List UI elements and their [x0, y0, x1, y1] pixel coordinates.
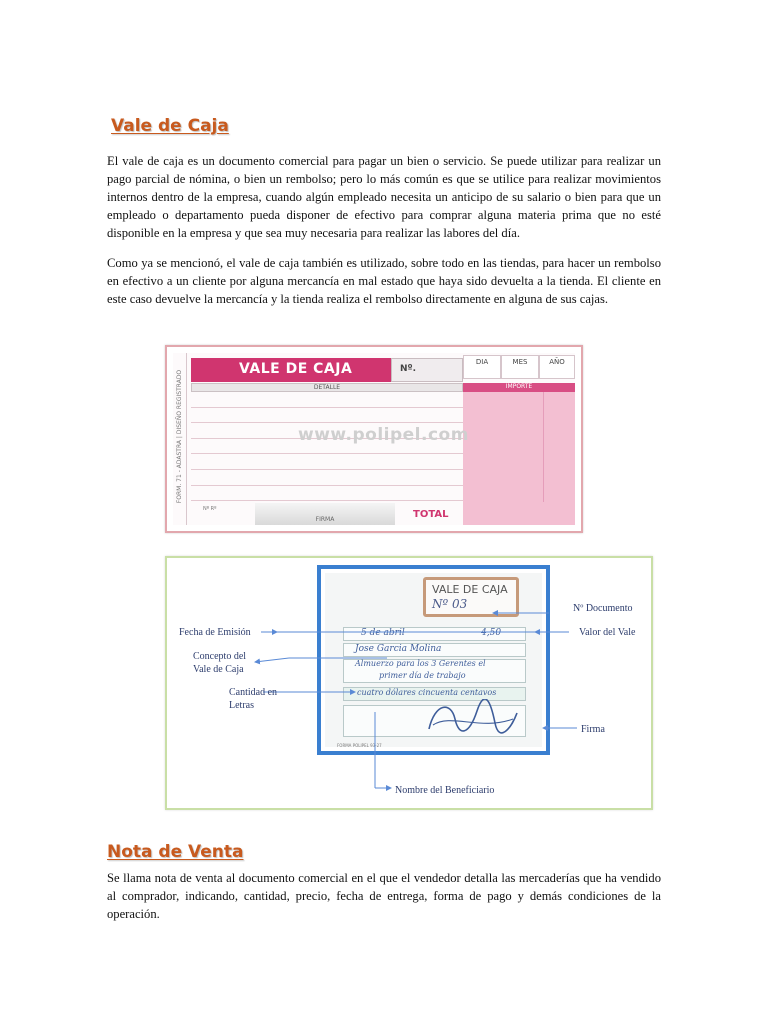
form-date-mes [501, 355, 539, 379]
form-date-anio [539, 355, 575, 379]
hw-name: Jose Garcia Molina [355, 644, 442, 654]
filled-form-number: Nº 03 [432, 597, 468, 611]
figure-filled-vale-de-caja [165, 556, 653, 810]
hw-concept-1: Almuerzo para los 3 Gerentes el [355, 659, 486, 668]
importe-split-line [543, 392, 544, 502]
form-number-label: Nº. [400, 364, 417, 374]
date-anio-label: AÑO [549, 358, 565, 366]
form-bottom-strip [191, 503, 463, 525]
form-detalle-header: DETALLE [191, 383, 463, 392]
form-nro-box [191, 503, 256, 525]
form-row [191, 392, 463, 408]
label-nombre-beneficiario: Nombre del Beneficiario [395, 785, 495, 796]
form-row [191, 408, 463, 424]
hw-date: 5 de abril [361, 628, 405, 638]
date-dia-label: DIA [475, 358, 489, 366]
form-detail-rows [191, 392, 463, 502]
arrow-concepto [255, 658, 289, 662]
paragraph-nota-venta: Se llama nota de venta al documento comercial en el que el vendedor detalla las mercaderías que ha vendido al comprador, indicando, cantidad, precio, fecha de entrega, forma de pago y demás condiciones de la operación. [107, 871, 661, 921]
label-numero-documento: Nº Documento [573, 603, 633, 614]
form-row [191, 454, 463, 470]
form-side-strip [173, 353, 187, 525]
form-date-dia [463, 355, 501, 379]
form-side-text: FORM. 71 - ADASTRA | DISEÑO REGISTRADO [176, 369, 183, 504]
form-row [191, 470, 463, 486]
filled-form-title: VALE DE CAJA [432, 583, 508, 596]
hw-amount-letters: cuatro dólares cincuenta centavos [357, 688, 497, 697]
hw-concept-2: primer día de trabajo [379, 671, 466, 680]
heading-vale-de-caja: Vale de Caja [111, 116, 229, 136]
form-firma-label: FIRMA [315, 516, 335, 523]
form-footer-text: FORMA POLIPEL 93-27 [337, 743, 382, 748]
form-title: VALE DE CAJA [239, 361, 353, 377]
label-cantidad-letras: Cantidad en Letras [229, 687, 278, 711]
form-number-box [391, 358, 463, 382]
form-row [191, 486, 463, 502]
form-nro-label: Nº Rº [203, 506, 217, 512]
label-firma: Firma [581, 724, 605, 735]
paragraph-vale-intro: El vale de caja es un documento comercial para pagar un bien o servicio. Se puede utilizar para realizar un pago parcial de nómina, o bien un rembolso; pero lo más común es que se utilice para realizar movimientos internos dentro de la empresa, cuando algún empleado necesita un anticipo de su salario o bien para que un empleado o departamento pueda disponer de efectivo para comprar alguna materia prima que no esté disponible en la empresa y que sea muy necesaria para realizar las labores del día. [107, 154, 661, 240]
label-valor-vale: Valor del Vale [579, 627, 636, 638]
heading-nota-de-venta: Nota de Venta [107, 842, 244, 862]
form-watermark: www.polipel.com [298, 425, 469, 445]
label-fecha-emision: Fecha de Emisión [179, 627, 251, 638]
date-mes-label: MES [512, 358, 528, 366]
form-firma-box [255, 503, 395, 525]
paragraph-vale-tiendas: Como ya se mencionó, el vale de caja también es utilizado, sobre todo en las tiendas, para hacer un rembolso en efectivo a un cliente por alguna mercancía en mal estado que haya sido devuelta a la tienda. El cliente en este caso devuelve la mercancía y la tienda realiza el rembolso directamente en alguna de sus cajas. [107, 256, 661, 306]
form-importe-header: IMPORTE [463, 383, 575, 392]
vale-form-blank [173, 353, 575, 525]
annotation-arrows [167, 558, 651, 808]
form-importe-column [463, 392, 575, 525]
form-total-label: TOTAL [413, 509, 449, 520]
form-title-bar [191, 358, 391, 382]
hw-amount: 4,50 [481, 628, 502, 638]
label-concepto-vale: Concepto del Vale de Caja [193, 651, 247, 675]
figure-blank-vale-de-caja [165, 345, 583, 533]
